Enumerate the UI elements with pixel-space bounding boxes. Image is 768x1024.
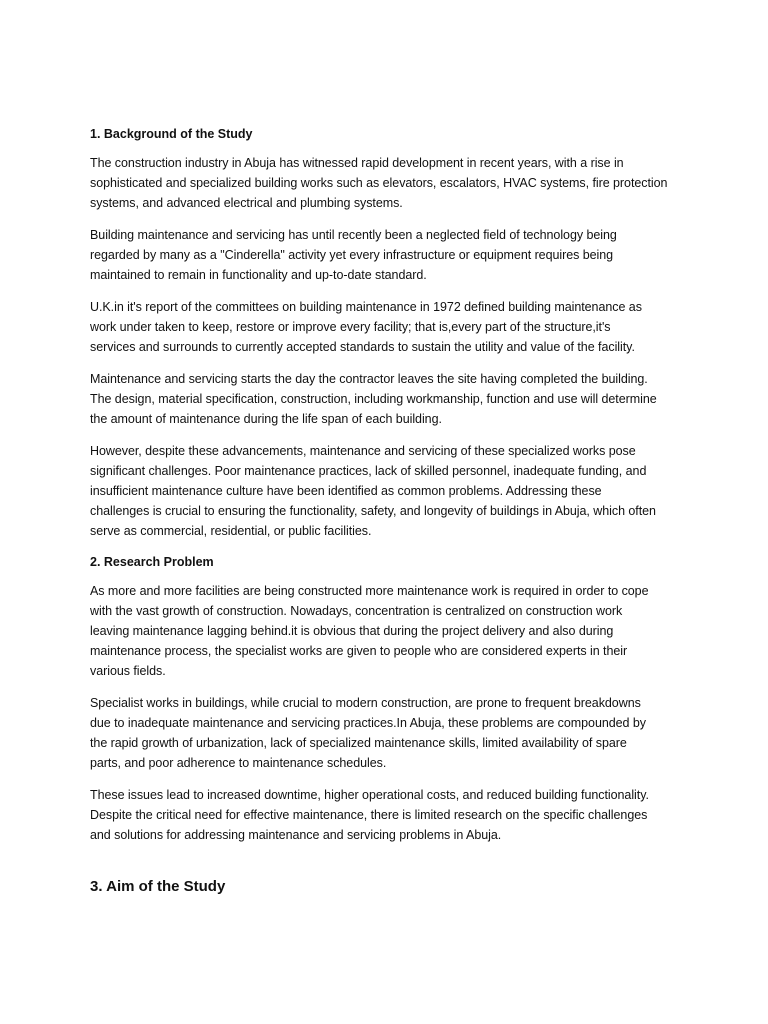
text-line: work under taken to keep, restore or improve every facility; that is,every part of the structure,it's (90, 320, 611, 334)
paragraph-background-4 (90, 369, 682, 429)
text-line: the amount of maintenance during the life span of each building. (90, 412, 442, 426)
text-line: with the vast growth of construction. Nowadays, concentration is centralized on construction work (90, 604, 623, 618)
text-line: The construction industry in Abuja has witnessed rapid development in recent years, with a rise in (90, 156, 624, 170)
text-line: regarded by many as a "Cinderella" activity yet every infrastructure or equipment requires being (90, 248, 614, 262)
text-line: Specialist works in buildings, while crucial to modern construction, are prone to frequent breakdowns (90, 696, 641, 710)
text-line: These issues lead to increased downtime, higher operational costs, and reduced building functionality. (90, 788, 649, 802)
paragraph-background-1 (90, 153, 682, 213)
text-line: and solutions for addressing maintenance and servicing problems in Abuja. (90, 828, 502, 842)
text-line: due to inadequate maintenance and servicing practices.In Abuja, these problems are compounded by (90, 716, 646, 730)
text-line: services and surrounds to currently accepted standards to sustain the utility and value of the facility. (90, 340, 635, 354)
text-line: parts, and poor adherence to maintenance schedules. (90, 756, 387, 770)
paragraph-problem-3 (90, 785, 682, 845)
text-line: The design, material specification, construction, including workmanship, function and use will determine (90, 392, 657, 406)
text-line: Building maintenance and servicing has until recently been a neglected field of technology being (90, 228, 617, 242)
section-heading-background: 1. Background of the Study (90, 127, 253, 141)
text-line: systems, and advanced electrical and plumbing systems. (90, 196, 403, 210)
text-line: sophisticated and specialized building works such as elevators, escalators, HVAC systems, fire protection (90, 176, 668, 190)
section-heading-research-problem: 2. Research Problem (90, 555, 214, 569)
text-line: Maintenance and servicing starts the day the contractor leaves the site having completed the building. (90, 372, 648, 386)
text-line: challenges is crucial to ensuring the functionality, safety, and longevity of buildings in Abuja, which often (90, 504, 656, 518)
text-line: leaving maintenance lagging behind.it is obvious that during the project delivery and also during (90, 624, 614, 638)
paragraph-problem-1 (90, 581, 682, 681)
text-line: insufficient maintenance culture have been identified as common problems. Addressing these (90, 484, 602, 498)
text-line: the rapid growth of urbanization, lack of specialized maintenance skills, limited availability of spare (90, 736, 627, 750)
section-heading-aim: 3. Aim of the Study (90, 878, 226, 895)
paragraph-background-2 (90, 225, 682, 285)
paragraph-background-3 (90, 297, 682, 357)
paragraph-background-5 (90, 441, 682, 541)
text-line: As more and more facilities are being constructed more maintenance work is required in order to cope (90, 584, 649, 598)
text-line: maintained to remain in functionality and up-to-date standard. (90, 268, 427, 282)
text-line: U.K.in it's report of the committees on building maintenance in 1972 defined building maintenance as (90, 300, 642, 314)
paragraph-problem-2 (90, 693, 682, 773)
text-line: significant challenges. Poor maintenance practices, lack of skilled personnel, inadequate funding, and (90, 464, 647, 478)
text-line: serve as commercial, residential, or public facilities. (90, 524, 372, 538)
text-line: various fields. (90, 664, 166, 678)
document-body (90, 125, 682, 897)
text-line: maintenance process, the specialist works are given to people who are considered experts in their (90, 644, 628, 658)
text-line: However, despite these advancements, maintenance and servicing of these specialized works pose (90, 444, 636, 458)
text-line: Despite the critical need for effective maintenance, there is limited research on the specific challenges (90, 808, 648, 822)
